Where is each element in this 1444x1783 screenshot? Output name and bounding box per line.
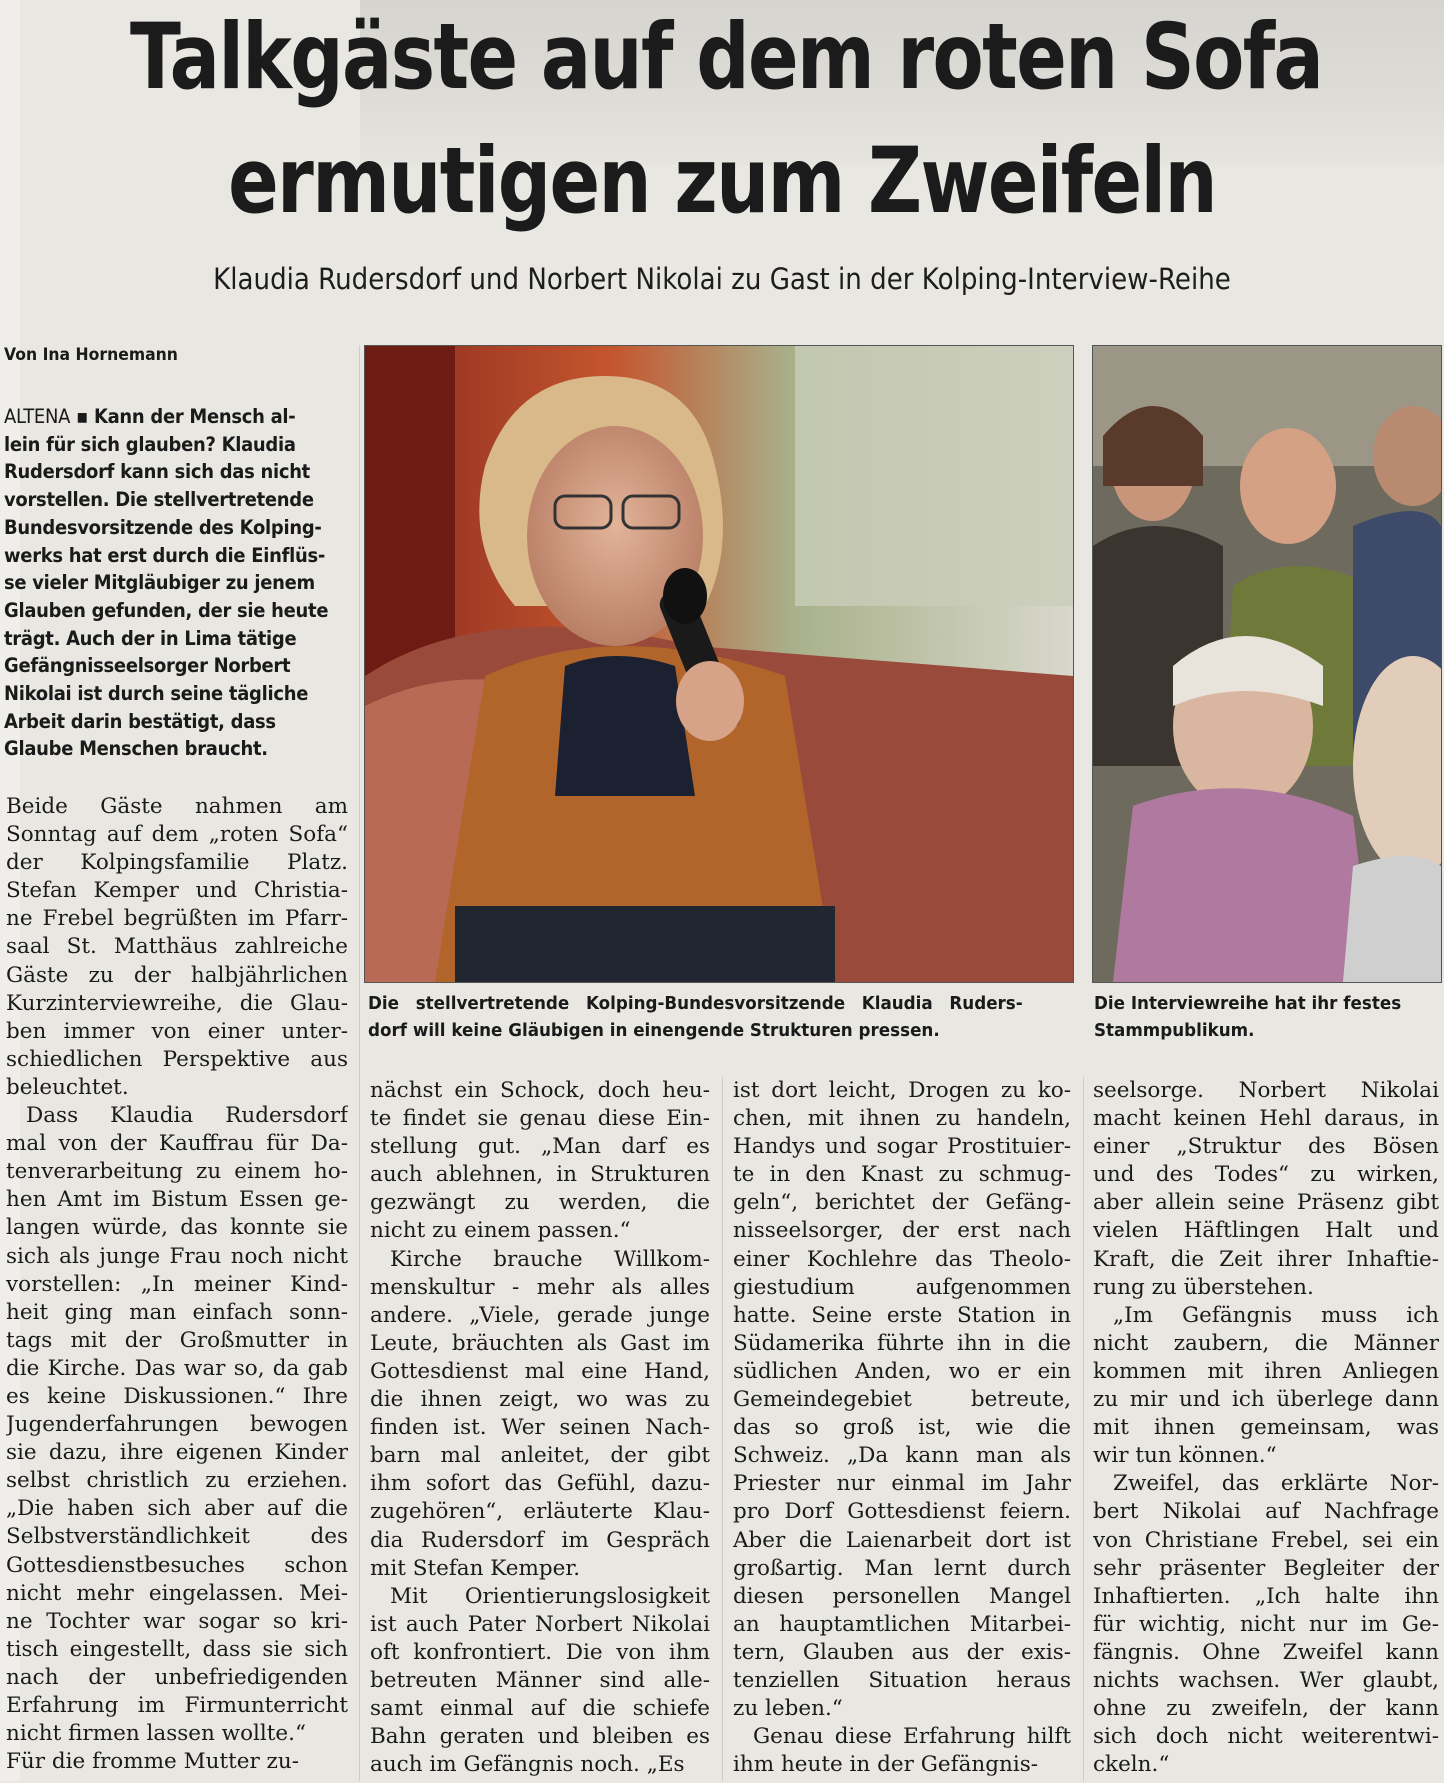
body-line: sich als junge Frau noch nicht xyxy=(6,1243,348,1269)
body-line: tenziellen Situation heraus xyxy=(733,1667,1071,1693)
body-line: ne Tochter war sogar so kri- xyxy=(6,1608,348,1634)
body-line: tisch eingestellt, dass sie sich xyxy=(6,1636,348,1662)
body-line: Selbstverständlichkeit des xyxy=(6,1524,348,1550)
body-line: die ihnen zeigt, wo was zu xyxy=(370,1387,710,1413)
body-column-2 xyxy=(370,1077,710,1782)
body-line: zugehören“, erläuterte Klau- xyxy=(370,1499,710,1525)
body-line: ne Frebel begrüßten im Pfarr- xyxy=(6,906,348,932)
body-line: barn mal anleitet, der gibt xyxy=(370,1443,710,1469)
headline-line-1: Talkgäste auf dem roten Sofa xyxy=(129,5,1323,110)
body-line: auch im Gefängnis noch. „Es xyxy=(370,1752,685,1778)
lead-line: Gefängnisseelsorger Norbert xyxy=(4,654,291,678)
body-line: und des Todes“ zu wirken, xyxy=(1093,1162,1439,1188)
body-line: Kraft, die Zeit ihrer Inhaftie- xyxy=(1093,1246,1439,1272)
body-line: giestudium aufgenommen xyxy=(733,1274,1071,1300)
body-line: diesen personellen Mangel xyxy=(733,1583,1071,1609)
body-line: tenverarbeitung zu einem ho- xyxy=(6,1159,348,1185)
photo-audience xyxy=(1092,345,1442,983)
body-line: Zweifel, das erklärte Nor- xyxy=(1113,1471,1439,1497)
body-line: samt einmal auf die schiefe xyxy=(370,1696,710,1722)
lead-line: Nikolai ist durch seine tägliche xyxy=(4,682,309,706)
body-line: saal St. Matthäus zahlreiche xyxy=(6,934,348,960)
body-line: hen Amt im Bistum Essen ge- xyxy=(6,1187,348,1213)
body-line: es keine Diskussionen.“ Ihre xyxy=(6,1383,348,1409)
body-line: ist dort leicht, Drogen zu ko- xyxy=(733,1078,1071,1103)
body-line: te in den Knast zu schmug- xyxy=(733,1162,1071,1188)
body-line: Leute, bräuchten als Gast im xyxy=(370,1330,710,1356)
body-line: selbst christlich zu erziehen. xyxy=(6,1468,348,1494)
body-column-4 xyxy=(1093,1077,1439,1782)
body-line: Beide Gäste nahmen am xyxy=(6,794,348,819)
body-line: nicht zu einem passen.“ xyxy=(370,1218,631,1244)
body-line: zu leben.“ xyxy=(733,1696,843,1722)
lead-paragraph xyxy=(4,403,330,763)
body-line: kommen mit ihren Anliegen xyxy=(1093,1358,1439,1384)
body-line: zu mir und ich überlege dann xyxy=(1093,1387,1439,1413)
body-line: Gäste zu der halbjährlichen xyxy=(6,962,348,988)
body-line: nisseelsorger, der erst nach xyxy=(733,1218,1071,1244)
body-line: bert Nikolai auf Nachfrage xyxy=(1093,1499,1439,1525)
dateline: ALTENA xyxy=(4,405,71,428)
body-line: Gottesdienstbesuches schon xyxy=(6,1552,348,1578)
body-line: Erfahrung im Firmunterricht xyxy=(6,1693,348,1718)
body-line: Südamerika führte ihn in die xyxy=(733,1330,1071,1356)
lead-line: vorstellen. Die stellvertretende xyxy=(4,488,314,512)
body-line: vorstellen: „In meiner Kind- xyxy=(6,1271,348,1297)
body-line: vielen Häftlingen Halt und xyxy=(1093,1218,1439,1244)
body-line: beleuchtet. xyxy=(6,1074,129,1100)
body-line: betreuten Männer sind alle- xyxy=(370,1667,710,1693)
body-line: Handys und sogar Prostituier- xyxy=(733,1134,1071,1160)
body-line: aber allein seine Präsenz gibt xyxy=(1093,1190,1439,1216)
body-line: heit ging man einfach sonn- xyxy=(6,1299,348,1325)
body-line: ist auch Pater Norbert Nikolai xyxy=(370,1611,710,1637)
photo-side-caption xyxy=(1094,990,1429,1044)
body-line: ben immer von einer unter- xyxy=(6,1018,348,1044)
body-line: ihm sofort das Gefühl, dazu- xyxy=(370,1471,710,1497)
body-line: „Die haben sich aber auf die xyxy=(6,1496,348,1522)
dateline-bullet: ▪ xyxy=(76,405,94,428)
body-line: der Kolpingsfamilie Platz. xyxy=(6,850,348,876)
body-line: Sonntag auf dem „roten Sofa“ xyxy=(6,822,348,848)
subheadline: Klaudia Rudersdorf und Norbert Nikolai zu Gast in der Kolping-Interview-Reihe xyxy=(213,262,1231,296)
photo-klaudia-rudersdorf xyxy=(364,345,1074,983)
lead-line: Rudersdorf kann sich das nicht xyxy=(4,460,310,484)
body-line: macht keinen Hehl daraus, in xyxy=(1093,1106,1439,1132)
body-line: chen, mit ihnen zu handeln, xyxy=(733,1106,1071,1132)
body-line: für wichtig, nicht nur im Ge- xyxy=(1093,1611,1439,1637)
caption-line: dorf will keine Gläubigen in einengende Strukturen pressen. xyxy=(368,1020,940,1041)
body-line: nicht firmen lassen wollte.“ xyxy=(6,1721,306,1747)
body-line: schiedlichen Perspektive aus xyxy=(6,1046,348,1072)
body-line: nicht mehr eingelassen. Mei- xyxy=(6,1580,348,1606)
photo-side-illustration xyxy=(1093,346,1441,982)
body-line: mit Stefan Kemper. xyxy=(370,1555,581,1581)
body-line: Jugenderfahrungen bewogen xyxy=(6,1412,348,1438)
body-line: einer Kochlehre das Theolo- xyxy=(733,1246,1071,1272)
body-line: menskultur - mehr als alles xyxy=(370,1274,710,1300)
photo-main-illustration xyxy=(365,346,1073,982)
body-line: Mit Orientierungslosigkeit xyxy=(390,1583,710,1609)
photo-main-caption xyxy=(368,990,1023,1044)
body-line: Genau diese Erfahrung hilft xyxy=(753,1724,1071,1750)
body-line: tags mit der Großmutter in xyxy=(6,1327,348,1353)
body-line: ihm heute in der Gefängnis- xyxy=(733,1752,1039,1778)
body-line: sehr präsenter Begleiter der xyxy=(1093,1555,1439,1581)
body-line: langen würde, das konnte sie xyxy=(6,1215,348,1241)
column-rule xyxy=(1083,1077,1084,1781)
body-line: südlichen Anden, wo er ein xyxy=(733,1358,1071,1384)
body-line: auch ablehnen, in Strukturen xyxy=(370,1162,710,1188)
lead-line: lein für sich glauben? Klaudia xyxy=(4,432,296,456)
body-line: sich doch nicht weiterentwi- xyxy=(1093,1724,1439,1750)
body-line: ohne zu zweifeln, der kann xyxy=(1093,1696,1439,1722)
headline-line-2: ermutigen zum Zweifeln xyxy=(228,129,1216,234)
body-line: dia Rudersdorf im Gespräch xyxy=(370,1527,710,1553)
body-line: „Im Gefängnis muss ich xyxy=(1113,1302,1439,1328)
lead-line: Glaube Menschen braucht. xyxy=(4,737,268,761)
body-line: finden ist. Wer seinen Nach- xyxy=(370,1415,710,1441)
body-line: nichts wachsen. Wer glaubt, xyxy=(1093,1667,1439,1693)
body-line: ckeln.“ xyxy=(1093,1752,1170,1778)
body-line: Kurzinterviewreihe, die Glau- xyxy=(6,990,348,1016)
body-line: Gemeindegebiet betreute, xyxy=(733,1387,1071,1413)
body-line: Priester nur einmal im Jahr xyxy=(733,1471,1071,1497)
caption-line: Stammpublikum. xyxy=(1094,1020,1255,1041)
lead-line: se vieler Mitgläubiger zu jenem xyxy=(4,571,315,595)
lead-text xyxy=(4,405,328,760)
lead-line: Kann der Mensch al- xyxy=(93,405,296,428)
body-line: mal von der Kauffrau für Da- xyxy=(6,1131,348,1157)
body-column-3 xyxy=(733,1077,1071,1782)
lead-line: Arbeit darin bestätigt, dass xyxy=(4,709,276,733)
lead-line: Glauben gefunden, der sie heute xyxy=(4,598,329,622)
body-line: sie dazu, ihre eigenen Kinder xyxy=(6,1440,348,1466)
body-line: te findet sie genau diese Ein- xyxy=(370,1106,710,1132)
body-line: Aber die Laienarbeit dort ist xyxy=(733,1527,1071,1553)
body-line: das so groß ist, wie die xyxy=(733,1415,1071,1441)
lead-line: Bundesvorsitzende des Kolping- xyxy=(4,515,322,539)
body-line: Kirche brauche Willkom- xyxy=(390,1246,710,1272)
body-line: Für die fromme Mutter zu- xyxy=(6,1749,300,1775)
body-line: Bahn geraten und bleiben es xyxy=(370,1724,710,1750)
body-line: andere. „Viele, gerade junge xyxy=(370,1302,710,1328)
body-line: Stefan Kemper und Christia- xyxy=(6,878,348,904)
body-line: rung zu überstehen. xyxy=(1093,1274,1314,1300)
body-column-1 xyxy=(6,793,348,1783)
body-line: tern, Glauben aus der exis- xyxy=(733,1639,1071,1665)
body-line: wir tun können.“ xyxy=(1093,1443,1277,1469)
body-line: Schweiz. „Da kann man als xyxy=(733,1443,1071,1469)
body-line: einer „Struktur des Bösen xyxy=(1093,1134,1439,1160)
byline: Von Ina Hornemann xyxy=(4,345,178,365)
body-line: die Kirche. Das war so, da gab xyxy=(6,1355,348,1381)
body-line: gezwängt zu werden, die xyxy=(370,1190,710,1216)
body-line: mit ihnen gemeinsam, was xyxy=(1093,1415,1439,1441)
body-line: nicht zaubern, die Männer xyxy=(1093,1330,1439,1356)
body-line: seelsorge. Norbert Nikolai xyxy=(1093,1078,1439,1103)
body-line: Dass Klaudia Rudersdorf xyxy=(26,1103,348,1129)
lead-line: werks hat erst durch die Einflüs- xyxy=(4,543,326,567)
body-line: nach der unbefriedigenden xyxy=(6,1664,348,1690)
body-line: fängnis. Ohne Zweifel kann xyxy=(1093,1639,1439,1665)
body-line: oft konfrontiert. Die von ihm xyxy=(370,1639,710,1665)
caption-line: Die Interviewreihe hat ihr festes xyxy=(1094,993,1402,1014)
body-line: stellung gut. „Man darf es xyxy=(370,1134,710,1160)
body-line: von Christiane Frebel, sei ein xyxy=(1093,1527,1439,1553)
body-line: nächst ein Schock, doch heu- xyxy=(370,1078,710,1103)
column-rule xyxy=(359,345,360,1781)
body-line: pro Dorf Gottesdienst feiern. xyxy=(733,1499,1071,1525)
body-line: Gottesdienst mal eine Hand, xyxy=(370,1358,710,1384)
body-line: hatte. Seine erste Station in xyxy=(733,1302,1071,1328)
body-line: geln“, berichtet der Gefäng- xyxy=(733,1190,1071,1216)
body-line: Inhaftierten. „Ich halte ihn xyxy=(1093,1583,1439,1609)
body-line: an hauptamtlichen Mitarbei- xyxy=(733,1611,1071,1637)
body-line: großartig. Man lernt durch xyxy=(733,1555,1071,1581)
lead-line: trägt. Auch der in Lima tätige xyxy=(4,626,297,650)
column-rule xyxy=(722,1077,723,1781)
caption-line: Die stellvertretende Kolping-Bundesvorsitzende Klaudia Ruders- xyxy=(368,993,1023,1014)
